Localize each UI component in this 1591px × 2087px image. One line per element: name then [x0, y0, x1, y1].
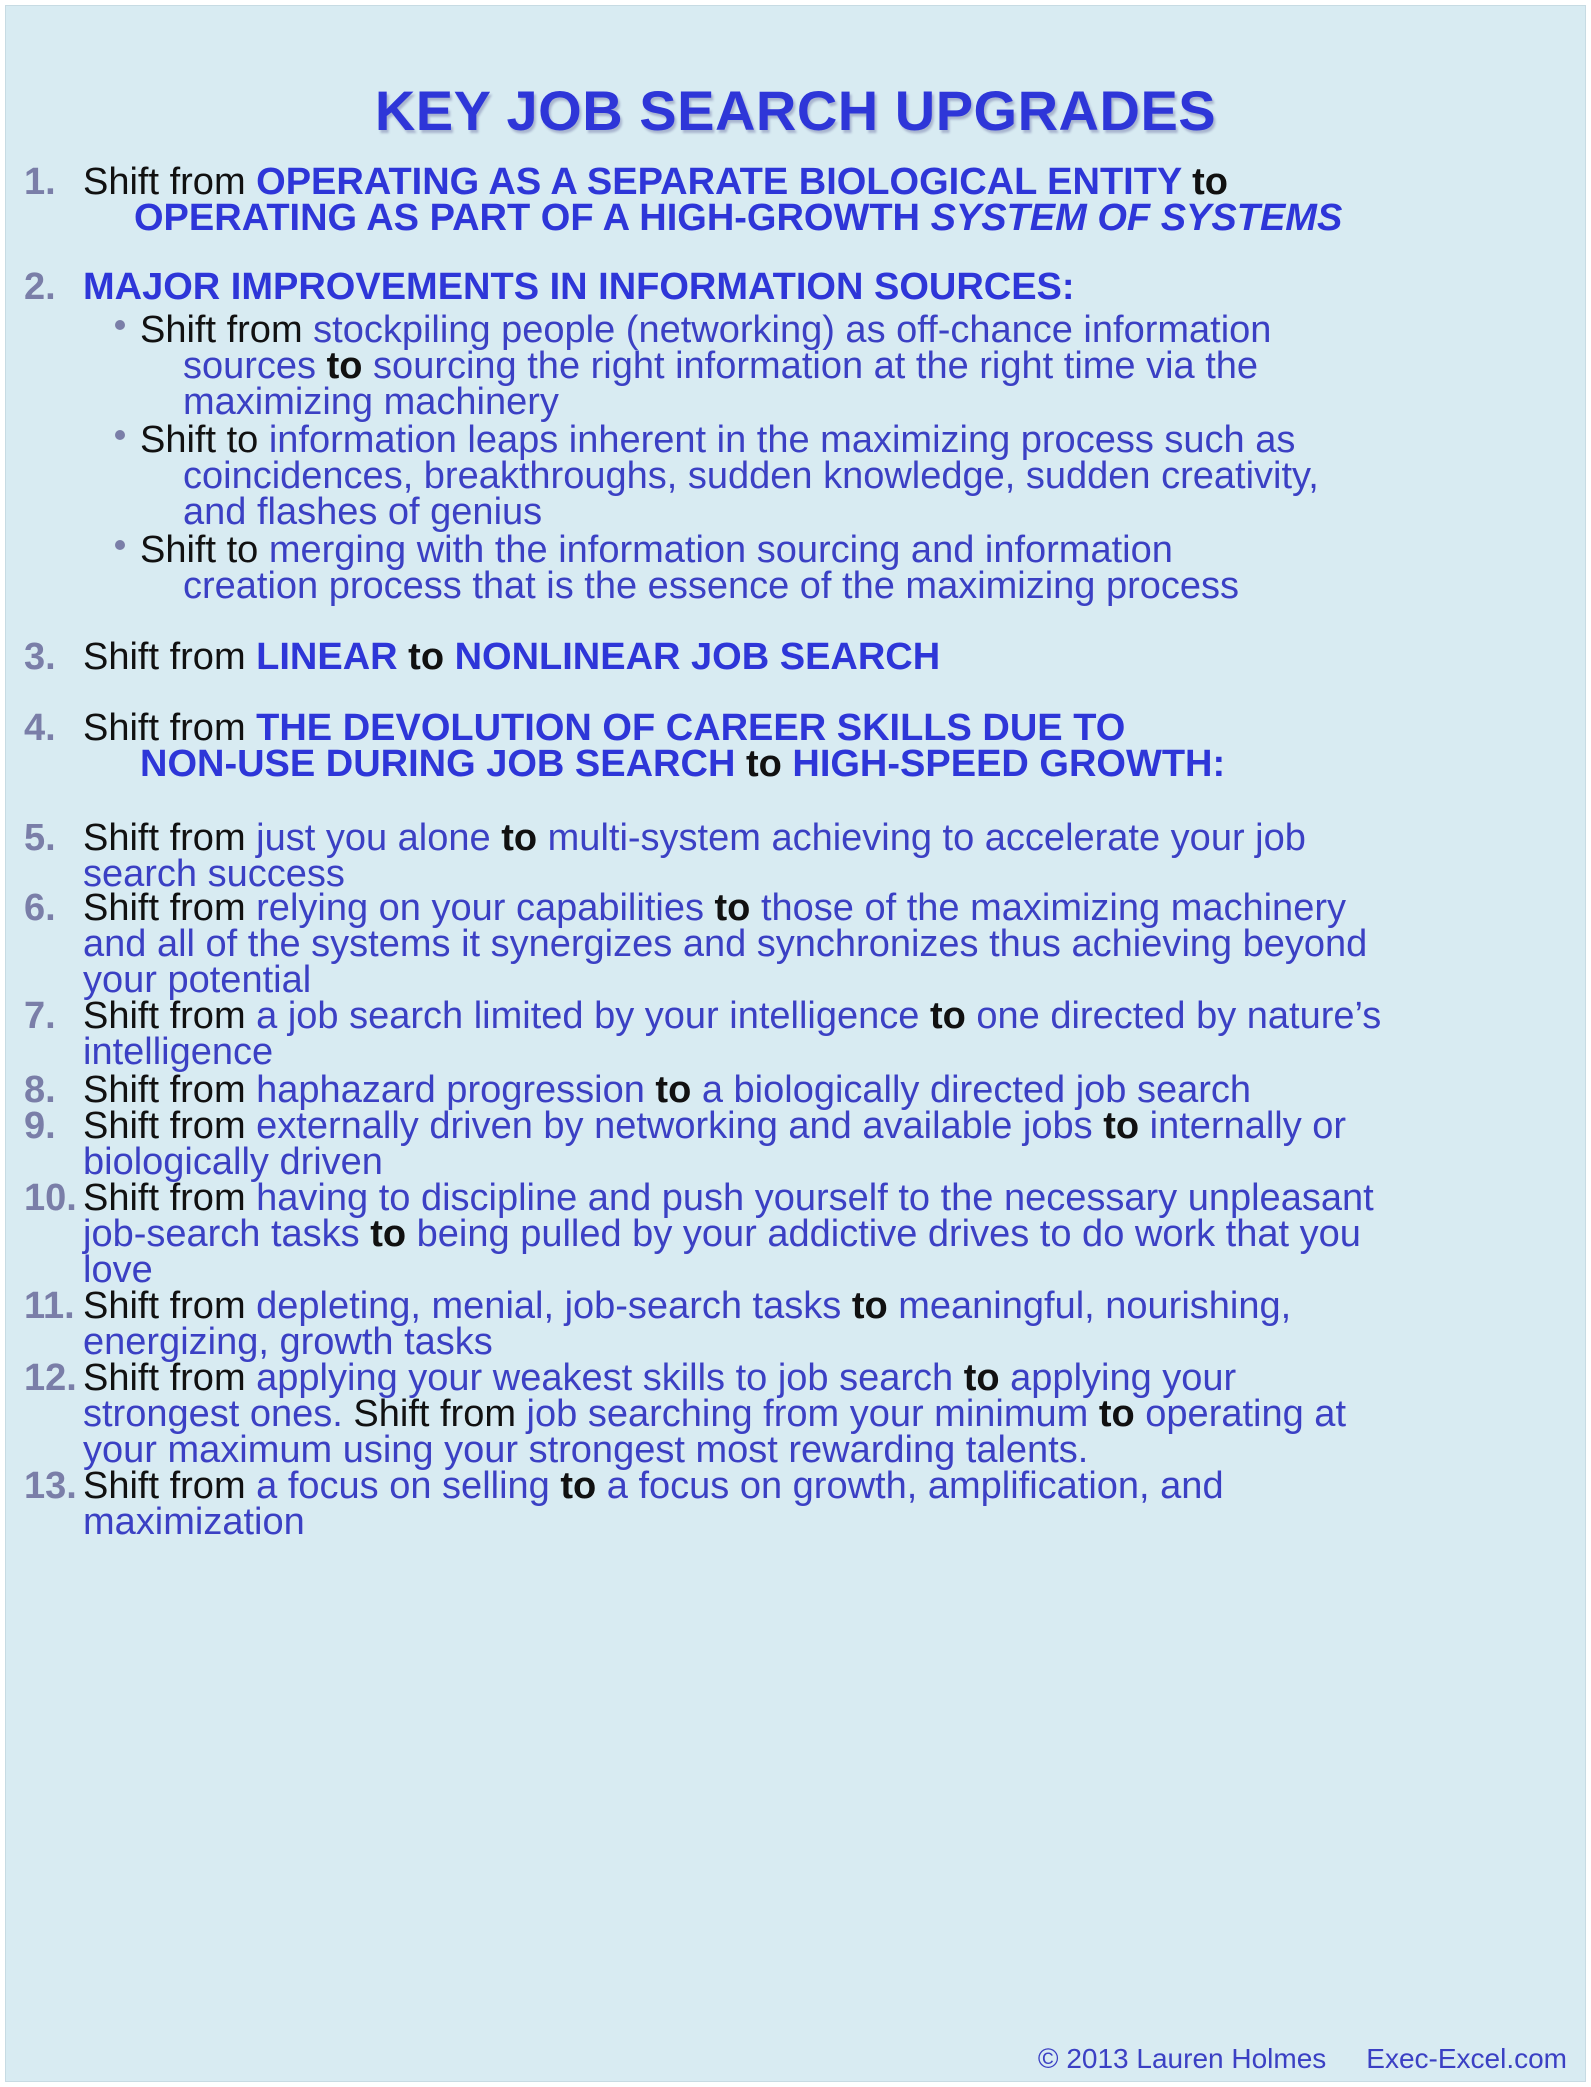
text-segment: search success: [83, 853, 345, 895]
text-segment: Shift from: [83, 707, 257, 749]
text-segment: a biologically directed job search: [691, 1069, 1252, 1111]
text-segment: information leaps inherent in the maximizing process such as: [268, 419, 1296, 461]
text-segment: one directed by nature’s: [965, 995, 1382, 1037]
bullet-icon: [115, 540, 125, 550]
text-segment: HIGH-SPEED GROWTH:: [792, 743, 1226, 785]
item-number: 1.: [24, 161, 56, 203]
text-segment: THE DEVOLUTION OF CAREER SKILLS DUE TO: [256, 707, 1126, 749]
text-segment: Shift from: [83, 1105, 257, 1147]
page-title: KEY JOB SEARCH UPGRADES: [374, 79, 1217, 142]
item-number: 12.: [24, 1357, 77, 1399]
text-segment: Shift from: [83, 161, 257, 203]
text-segment: Shift from: [83, 995, 257, 1037]
text-segment: SYSTEM OF SYSTEMS: [930, 197, 1343, 239]
item-number: 13.: [24, 1465, 77, 1507]
connector-word: to: [1103, 1105, 1140, 1147]
text-segment: applying your weakest skills to job search: [256, 1357, 964, 1399]
item-number: 8.: [24, 1069, 56, 1111]
item-number: 5.: [24, 817, 56, 859]
bullet-icon: [115, 430, 125, 440]
text-segment: OPERATING AS A SEPARATE BIOLOGICAL ENTITY: [256, 161, 1182, 203]
item-number: 4.: [24, 707, 56, 749]
item-number: 11.: [24, 1285, 75, 1327]
text-segment: Shift from: [140, 309, 314, 351]
text-segment: Shift to: [140, 419, 269, 461]
text-segment: Shift from: [83, 1069, 257, 1111]
text-segment: MAJOR IMPROVEMENTS IN INFORMATION SOURCES:: [83, 266, 1075, 308]
text-segment: strongest ones.: [83, 1393, 354, 1435]
text-segment: a focus on selling: [256, 1465, 561, 1507]
connector-word: to: [851, 1285, 888, 1327]
connector-word: to: [963, 1357, 1000, 1399]
item-number: 2.: [24, 266, 56, 308]
text-segment: a job search limited by your intelligence: [256, 995, 930, 1037]
text-line: [83, 1498, 305, 1546]
connector-word: to: [1098, 1393, 1135, 1435]
text-segment: Shift from: [83, 1357, 257, 1399]
connector-word: to: [929, 995, 966, 1037]
text-segment: Shift from: [83, 1465, 257, 1507]
text-segment: Shift from: [353, 1393, 527, 1435]
text-segment: love: [83, 1249, 153, 1291]
text-segment: just you alone: [256, 817, 502, 859]
text-segment: internally or: [1139, 1105, 1347, 1147]
copyright-text: © 2013 Lauren Holmes: [1037, 2043, 1327, 2074]
text-segment: meaningful, nourishing,: [887, 1285, 1292, 1327]
text-segment: job-search tasks: [83, 1213, 371, 1255]
text-segment: a focus on growth, amplification, and: [596, 1465, 1224, 1507]
text-segment: Shift from: [83, 1177, 257, 1219]
text-segment: relying on your capabilities: [256, 887, 715, 929]
text-segment: job searching from your minimum: [526, 1393, 1099, 1435]
connector-word: to: [560, 1465, 597, 1507]
text-segment: OPERATING AS PART OF A HIGH-GROWTH: [134, 197, 931, 239]
item-number: 9.: [24, 1105, 56, 1147]
text-segment: merging with the information sourcing and information: [268, 529, 1173, 571]
text-segment: creation process that is the essence of the maximizing process: [183, 565, 1240, 607]
text-line: [83, 1210, 1361, 1258]
connector-word: to: [655, 1069, 692, 1111]
text-segment: being pulled by your addictive drives to do work that you: [406, 1213, 1361, 1255]
item-number: 10.: [24, 1177, 77, 1219]
text-segment: those of the maximizing machinery: [750, 887, 1346, 929]
text-segment: LINEAR: [256, 636, 398, 678]
connector-word: to: [735, 743, 793, 785]
text-segment: and all of the systems it synergizes and synchronizes thus achieving beyond: [83, 923, 1368, 965]
text-line: [134, 194, 1342, 242]
text-line: [183, 562, 1239, 610]
text-line: [140, 740, 1225, 788]
text-segment: sources: [183, 345, 327, 387]
text-segment: Shift from: [83, 1285, 257, 1327]
text-segment: haphazard progression: [256, 1069, 656, 1111]
text-segment: maximization: [83, 1501, 305, 1543]
text-segment: intelligence: [83, 1031, 274, 1073]
text-segment: energizing, growth tasks: [83, 1321, 493, 1363]
text-line: [83, 263, 1075, 311]
text-segment: coincidences, breakthroughs, sudden knowledge, sudden creativity,: [183, 455, 1319, 497]
text-segment: sourcing the right information at the right time via the: [362, 345, 1259, 387]
connector-word: to: [1181, 161, 1229, 203]
text-segment: multi-system achieving to accelerate your job: [537, 817, 1306, 859]
text-line: [83, 633, 940, 681]
text-line: [83, 992, 1381, 1040]
text-segment: NONLINEAR JOB SEARCH: [454, 636, 941, 678]
bullet-icon: [115, 320, 125, 330]
text-segment: maximizing machinery: [183, 381, 559, 423]
connector-word: to: [501, 817, 538, 859]
connector-word: to: [326, 345, 363, 387]
connector-word: to: [397, 636, 455, 678]
text-segment: your maximum using your strongest most rewarding talents.: [83, 1429, 1089, 1471]
website-text: Exec-Excel.com: [1366, 2043, 1567, 2074]
connector-word: to: [370, 1213, 407, 1255]
text-segment: operating at: [1134, 1393, 1346, 1435]
text-segment: applying your: [999, 1357, 1237, 1399]
text-segment: biologically driven: [83, 1141, 383, 1183]
text-segment: externally driven by networking and available jobs: [256, 1105, 1104, 1147]
text-segment: Shift from: [83, 817, 257, 859]
text-segment: your potential: [83, 959, 312, 1001]
item-number: 6.: [24, 887, 56, 929]
text-segment: depleting, menial, job-search tasks: [256, 1285, 852, 1327]
footer: [1038, 2043, 1567, 2075]
text-segment: Shift from: [83, 887, 257, 929]
text-segment: NON-USE DURING JOB SEARCH: [140, 743, 736, 785]
text-segment: Shift from: [83, 636, 257, 678]
text-segment: having to discipline and push yourself to the necessary unpleasant: [256, 1177, 1374, 1219]
document-page: [5, 5, 1586, 2082]
connector-word: to: [714, 887, 751, 929]
text-segment: Shift to: [140, 529, 269, 571]
item-number: 7.: [24, 995, 56, 1037]
text-segment: stockpiling people (networking) as off-chance information: [313, 309, 1272, 351]
item-number: 3.: [24, 636, 56, 678]
text-segment: and flashes of genius: [183, 491, 543, 533]
